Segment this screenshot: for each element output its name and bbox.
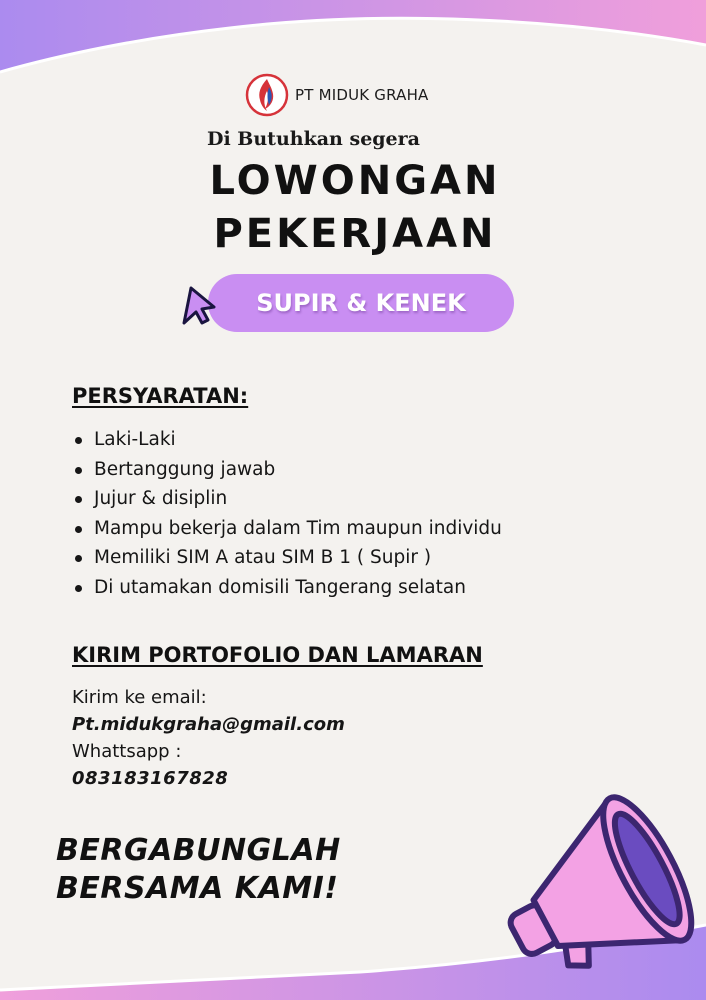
requirements-title: PERSYARATAN: [72, 384, 249, 408]
list-item: Laki-Laki [72, 425, 502, 455]
company-name: PT MIDUK GRAHA [295, 86, 429, 104]
position-badge [208, 274, 514, 332]
list-item: Bertanggung jawab [72, 455, 502, 485]
company-logo [245, 73, 429, 117]
list-item: Jujur & disiplin [72, 484, 502, 514]
list-item: Di utamakan domisili Tangerang selatan [72, 573, 502, 603]
requirements-list [72, 425, 502, 603]
tagline: Di Butuhkan segera [207, 128, 420, 150]
cta-line-1: BERGABUNGLAH [56, 833, 341, 868]
position-label: SUPIR & KENEK [256, 289, 466, 317]
email-label: Kirim ke email: [72, 687, 207, 708]
list-item: Mampu bekerja dalam Tim maupun individu [72, 514, 502, 544]
email-address[interactable]: Pt.midukgraha@gmail.com [72, 714, 345, 735]
list-item: Memiliki SIM A atau SIM B 1 ( Supir ) [72, 543, 502, 573]
cta-line-2: BERSAMA KAMI! [56, 871, 339, 906]
whatsapp-label: Whattsapp : [72, 741, 182, 762]
megaphone-icon [492, 776, 702, 986]
flame-logo-icon [245, 73, 289, 117]
contact-title: KIRIM PORTOFOLIO DAN LAMARAN [72, 643, 483, 667]
cursor-arrow-icon [178, 283, 218, 327]
headline-line-2: PEKERJAAN [213, 211, 497, 257]
whatsapp-number[interactable]: 083183167828 [72, 768, 229, 789]
headline-line-1: LOWONGAN [209, 158, 501, 204]
